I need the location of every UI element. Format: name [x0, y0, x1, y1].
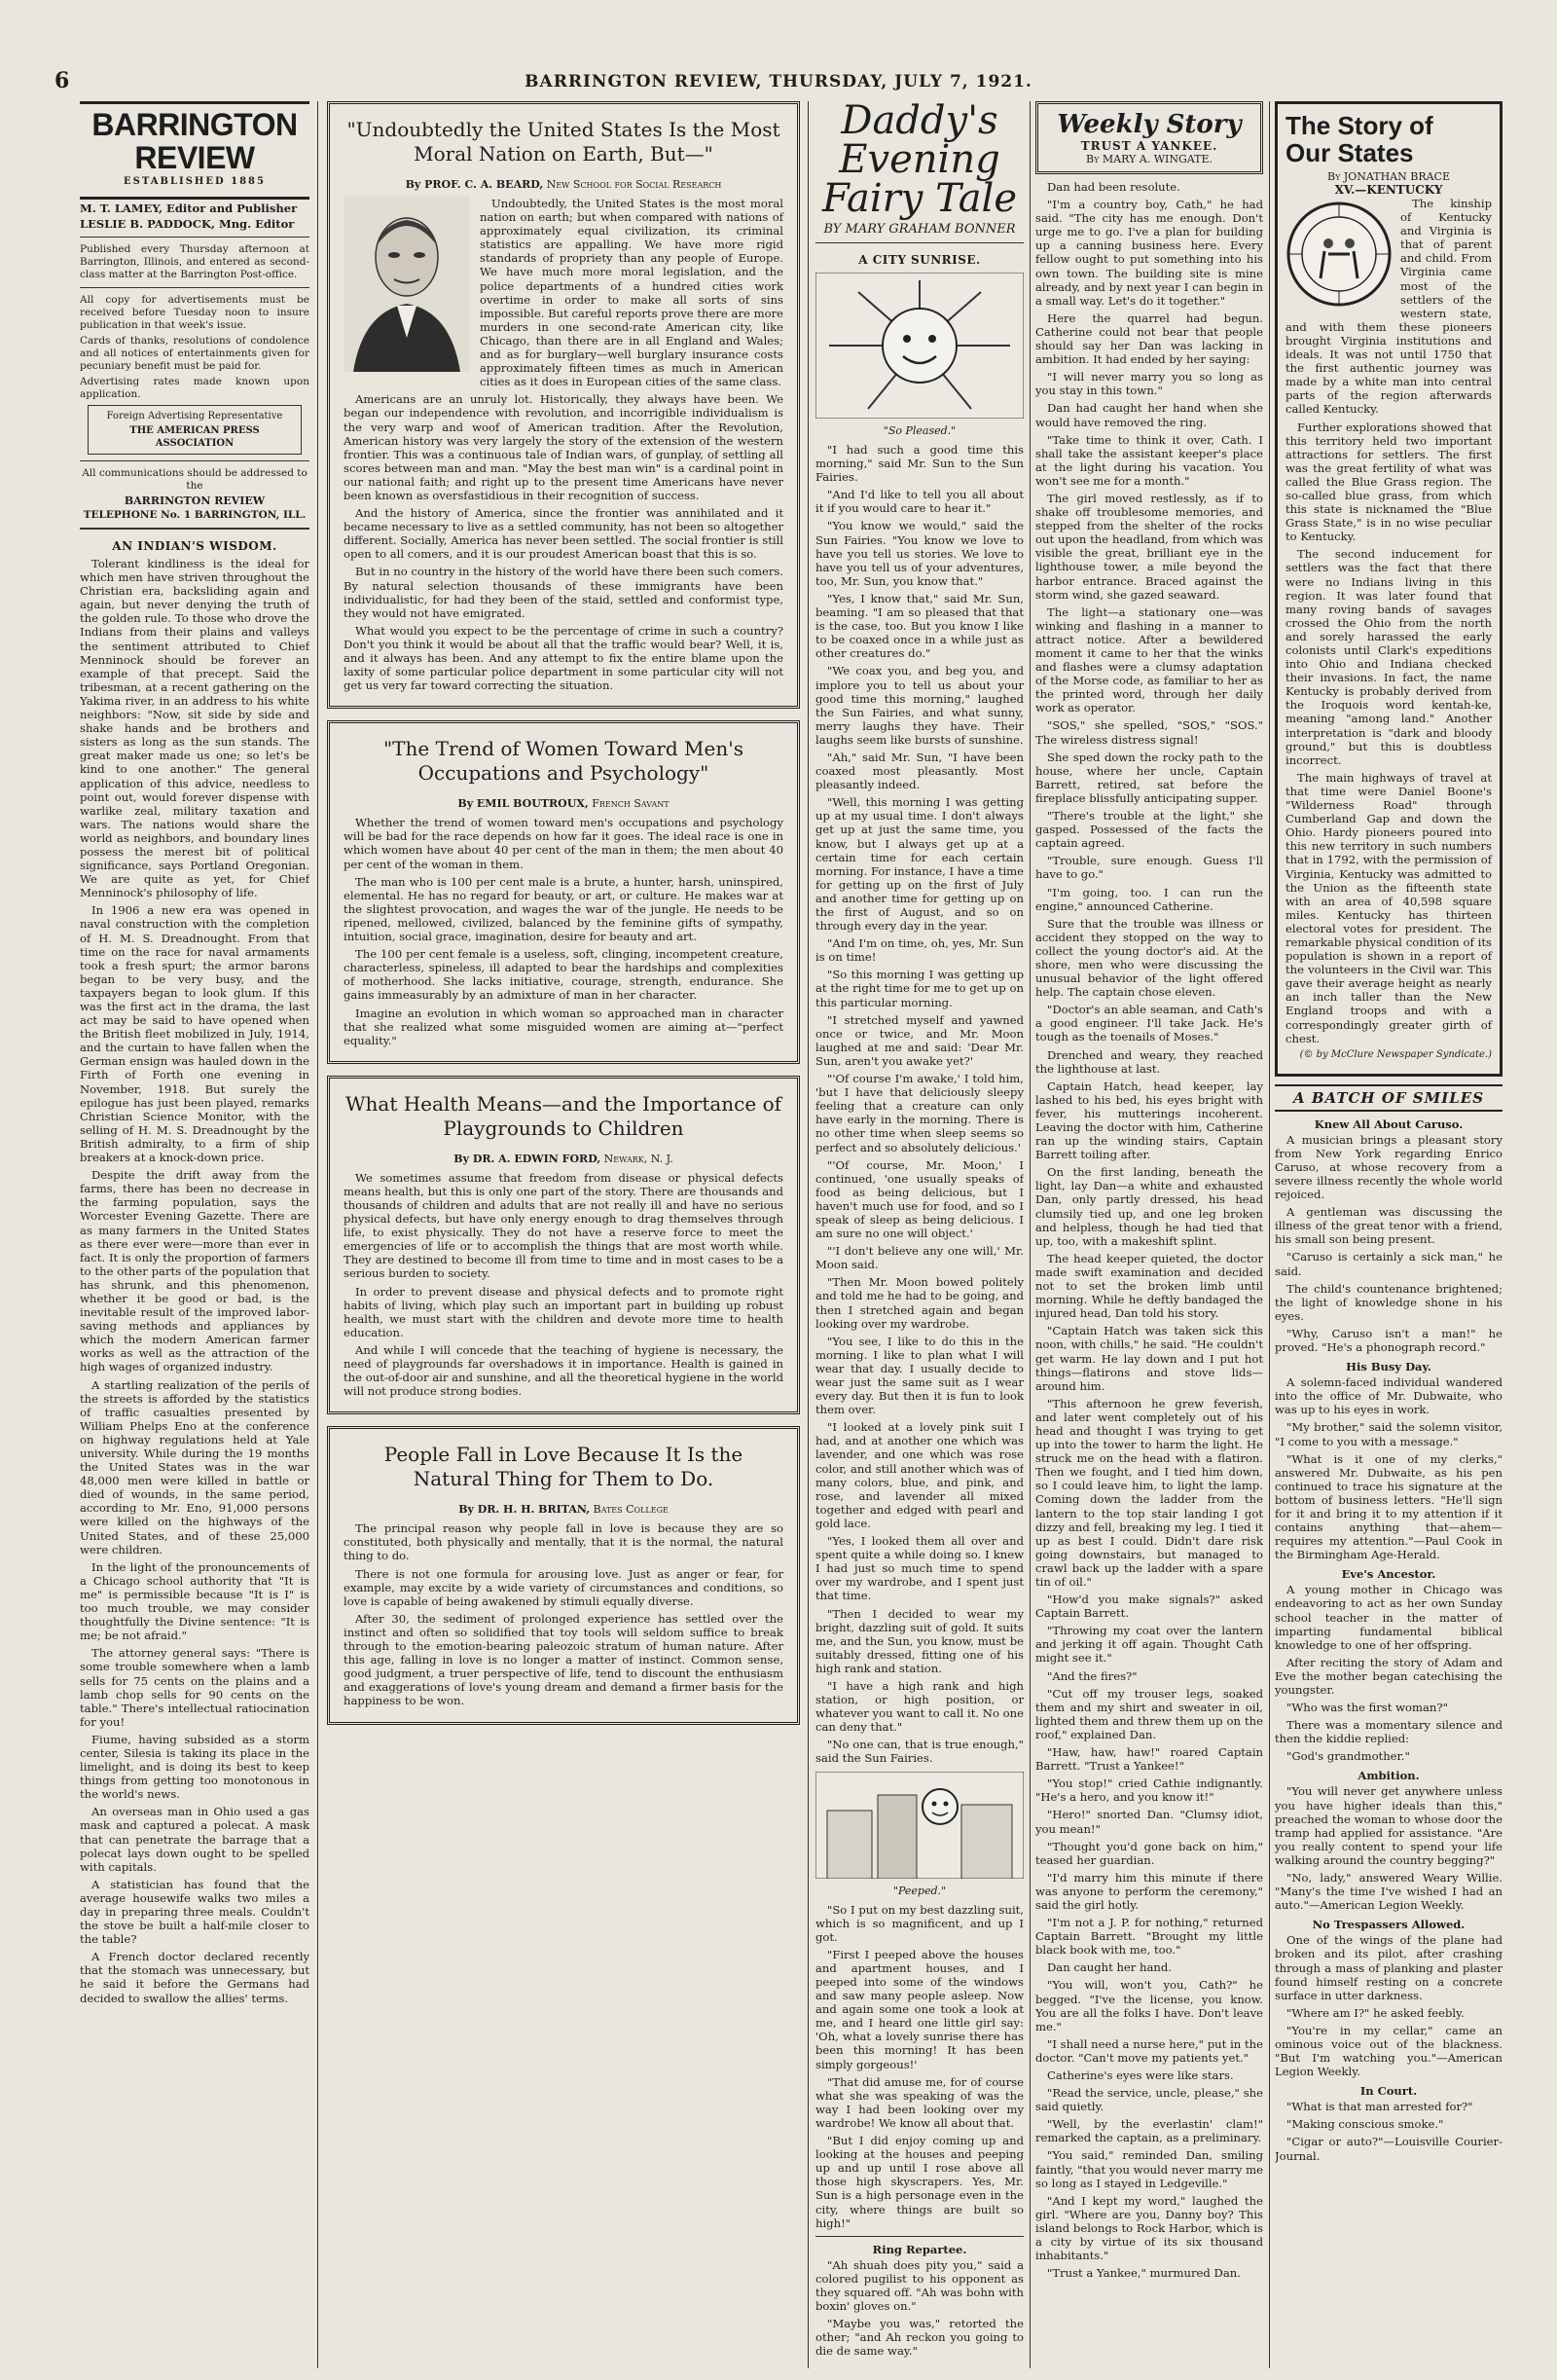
article-paragraph: There is not one formula for arousing love. Just as anger or fear, for example, may excite by a wide variety of circumstances and conditions, so love is capable of being awakened by stimuli equally diverse. — [344, 1566, 783, 1608]
fairy-paragraph: "Yes, I know that," said Mr. Sun, beaming. "I am so pleased that that is the case, too. But you know I like to be coaxed once in a while just as other creatures do." — [815, 591, 1024, 661]
rates-note: Advertising rates made known upon application. — [80, 376, 309, 400]
smile-paragraph: A gentleman was discussing the illness of the great tenor with a friend, his small son being present. — [1275, 1205, 1503, 1247]
fairy-paragraph: "'Of course, Mr. Moon,' I continued, 'one usually speaks of food as being delicious, but I haven't much use for food, and so I speak of sleep as being delicious. I am sure no one will object.' — [815, 1157, 1024, 1241]
smile-paragraph: "No, lady," answered Weary Willie. "Many's the time I've wished I had an auto."—American Legion Weekly. — [1275, 1871, 1503, 1913]
fairy-title-line3: Fairy Tale — [822, 176, 1017, 221]
smile-paragraph: "Who was the first woman?" — [1286, 1701, 1448, 1715]
fairy-paragraph: "And I'd like to tell you all about it if you would care to hear it." — [815, 488, 1024, 516]
fairy-paragraph: "You know we would," said the Sun Fairies. "You know we love to have you tell us stories. We love to have you tell us of your adventures, too, Mr. Sun, you know that." — [815, 519, 1024, 588]
article-paragraph: And the history of America, since the frontier was annihilated and it became necessary to live as a settled community, has not been so altogether different. Socially, America has never been settled. The social frontier is still open to all comers, and it is our proudest American boast that this is so. — [344, 506, 783, 562]
fairy-paragraph: "Then Mr. Moon bowed politely and told me he had to be going, and then I stretched again and began looking over my wardrobe. — [815, 1275, 1024, 1331]
portrait-illustration — [344, 197, 470, 372]
story-paragraph: "How'd you make signals?" asked Captain Barrett. — [1035, 1593, 1263, 1621]
story-paragraph: Drenched and weary, they reached the lighthouse at last. — [1035, 1047, 1263, 1076]
fairy-title-line1: Daddy's — [841, 101, 998, 143]
smile-paragraph: One of the wings of the plane had broken and its pilot, after crashing through a mass of planking and plaster found himself resting on a concrete surface in utter darkness. — [1275, 1933, 1503, 2002]
weekly-story-subtitle: TRUST A YANKEE. — [1080, 139, 1218, 153]
editorial-paragraph: Despite the drift away from the farms, there has been no decrease in the farming population, says the Worcester Evening Gazette. There are as many farmers in the United States as there ever were—more than ever in fact. It is only the proportion of farmers to the other parts of the population that has shrunk, and this phenomenon, whether it be good or bad, is the inevitable result of the improved labor-saving methods and appliances by which the modern American farmer works as well as the attraction of the high wages of organized industry. — [80, 1168, 309, 1374]
syndicate-credit: (© by McClure Newspaper Syndicate.) — [1299, 1048, 1492, 1060]
ring-paragraph: "Maybe you was," retorted the other; "and Ah reckon you going to die de same way." — [815, 2317, 1024, 2359]
story-paragraph: "You said," reminded Dan, smiling faintly, "that you would never marry me so long as I stayed in Ledgeville." — [1035, 2148, 1263, 2190]
fairy-tale-heading — [815, 101, 1024, 237]
smile-heading: Ambition. — [1358, 1769, 1420, 1783]
story-paragraph: "And the fires?" — [1047, 1668, 1138, 1683]
fairy-paragraph: "You see, I like to do this in the morning. I like to plan what I will wear that day. I usually decide to wear just the same suit as I wear every day. But then it is fun to look them over. — [815, 1334, 1024, 1417]
story-paragraph: Catherine's eyes were like stars. — [1047, 2069, 1234, 2082]
telephone-line: TELEPHONE No. 1 BARRINGTON, ILL. — [83, 509, 307, 521]
story-paragraph: "Doctor's an able seaman, and Cath's a good engineer. I'll take Jack. He's tough as the toenails of Moses." — [1035, 1003, 1263, 1044]
story-paragraph: "I'm a country boy, Cath," he had said. "The city has me enough. Don't urge me to go. I've a plan for building up a canning business here. Every fellow ought to put something into his own town. The building site is mine already, and by next year I can begin in a small way. Let's do it together." — [1035, 198, 1263, 308]
fairy-paragraph: "But I did enjoy coming up and looking at the houses and peeping up and up until I rose above all those high skyscrapers. Yes, Mr. Sun is a high personage even in the city, where things are built so high!" — [815, 2134, 1024, 2230]
story-paragraph: "You will, won't you, Cath?" he begged. "I've the license, you know. You are all the folks I have. Don't leave me." — [1035, 1978, 1263, 2033]
article-title: What Health Means—and the Importance of Playgrounds to Children — [344, 1091, 782, 1140]
smile-paragraph: "God's grandmother." — [1286, 1749, 1410, 1764]
editorial-paragraph: A startling realization of the perils of the streets is afforded by the statistics of traffic casualties presented by William Phelps Eno at the conference on highway regulations held at Yale university. While during the 19 months the United States was in the war 48,000 men were killed in battle or died of wounds, in the same period, according to Mr. Eno, 91,000 persons were killed on the highways of the United States, and of these 25,000 were children. — [80, 1377, 309, 1556]
story-paragraph: "And I kept my word," laughed the girl. "Where are you, Danny boy? This island belongs to Rock Harbor, which is a city by virtue of its six thousand inhabitants." — [1035, 2193, 1263, 2263]
story-paragraph: "I will never marry you so long as you stay in this town." — [1035, 370, 1263, 398]
story-paragraph: "I'm going, too. I can run the engine," announced Catherine. — [1035, 885, 1263, 913]
smiles-heading: A BATCH OF SMILES — [1275, 1084, 1503, 1112]
foreign-rep-box — [88, 405, 302, 455]
fairy-paragraph: "Well, this morning I was getting up at my usual time. I don't always get up at just the same time, you know, but I always get up at a certain time for each certain morning. For instance, I have a time for getting up on the first of July and another time for getting up on the first of August, and so on through every day in the year. — [815, 795, 1024, 934]
fairy-paragraph: "So this morning I was getting up at the right time for me to get up on this particular morning. — [815, 968, 1024, 1009]
article-byline: By DR. H. H. BRITAN, Bates College — [458, 1503, 669, 1517]
smile-heading: Knew All About Caruso. — [1314, 1117, 1464, 1131]
story-paragraph: "Read the service, uncle, please," she said quietly. — [1035, 2086, 1263, 2114]
states-byline: By JONATHAN BRACE — [1326, 170, 1450, 183]
fairy-paragraph: "First I peeped above the houses and apartment houses, and I peeped into some of the windows and saw many people asleep. Now and again some one took a look at me, and I heard one little girl say: 'Oh, what a lovely sunrise there has been this morning! It has been simply gorgeous!' — [815, 1947, 1024, 2071]
fairy-paragraph: "Yes, I looked them all over and spent quite a while doing so. I knew I had just so much time to spend over my wardrobe, and I spent just that time. — [815, 1534, 1024, 1603]
fairy-paragraph: "Ah," said Mr. Sun, "I have been coaxed most pleasantly. Most pleasantly indeed. — [815, 750, 1024, 792]
story-of-states-box — [1275, 101, 1503, 1077]
article-paragraph: And while I will concede that the teaching of hygiene is necessary, the need of playgrounds far overshadows it in importance. Health is gained in the out-of-door air and sunshine, and all the theoretical hygiene in the world will not produce strong bodies. — [344, 1342, 783, 1399]
fairy-paragraph: "I looked at a lovely pink suit I had, and at another one which was lavender, and one which was rose color, and still another which was of many colors, blue, and pink, and rose, and lavender all mixed together and edged with pearl and gold lace. — [815, 1420, 1024, 1530]
story-paragraph: "I'm not a J. P. for nothing," returned Captain Barrett. "Brought my little black book with me, too." — [1035, 1916, 1263, 1958]
weekly-story-header — [1035, 101, 1263, 174]
article-byline: By DR. A. EDWIN FORD, Newark, N. J. — [453, 1152, 673, 1165]
smile-paragraph: The child's countenance brightened; the light of knowledge shone in his eyes. — [1275, 1281, 1503, 1323]
kentucky-seal-icon — [1285, 201, 1393, 308]
smile-paragraph: A musician brings a pleasant story from New York regarding Enrico Caruso, at whose recovery from a severe illness recently the whole world rejoiced. — [1275, 1132, 1503, 1202]
states-title-line2: Our States — [1285, 138, 1414, 167]
running-title: BARRINGTON REVIEW, THURSDAY, JULY 7, 1921. — [525, 72, 1032, 92]
fairy-paragraph: "I have a high rank and high station, or high position, or whatever you want to call it. No one can deny that." — [815, 1678, 1024, 1735]
fairy-paragraph: "'I don't believe any one will,' Mr. Moon said. — [815, 1244, 1024, 1272]
article-title: "Undoubtedly the United States Is the Most Moral Nation on Earth, But—" — [346, 118, 780, 165]
article-health-playgrounds — [327, 1076, 800, 1415]
fairy-title-line2: Evening — [839, 137, 1000, 182]
story-paragraph: "Trust a Yankee," murmured Dan. — [1047, 2266, 1241, 2281]
story-paragraph: Captain Hatch, head keeper, lay lashed to his bed, his eyes bright with fever, his mutterings incoherent. Leaving the doctor with him, Catherine ran up the winding stairs, Captain Barrett toiling after. — [1035, 1079, 1263, 1162]
story-paragraph: "Hero!" snorted Dan. "Clumsy idiot, you mean!" — [1035, 1808, 1263, 1836]
editorial-paragraph: An overseas man in Ohio used a gas mask and captured a polecat. A mask that can penetrate the barrage that a polecat lays down ought to be spelled with capitals. — [80, 1805, 309, 1874]
story-paragraph: The head keeper quieted, the doctor made swift examination and decided not to set the broken limb until morning. While he deftly bandaged the injured head, Dan told his story. — [1035, 1251, 1263, 1321]
smile-paragraph: "My brother," said the solemn visitor, "I come to you with a message." — [1275, 1420, 1503, 1448]
fairy-paragraph: "'Of course I'm awake,' I told him, 'but I have that deliciously sleepy feeling that a creature can only have early in the morning. There is no other time when sleep seems so perfect and so absolutely delicious.' — [815, 1072, 1024, 1154]
article-paragraph: Imagine an evolution in which woman so approached man in character that she realized what some misguided women are aiming at—"perfect equality." — [344, 1006, 783, 1047]
ring-paragraph: "Ah shuah does pity you," said a colored pugilist to his opponent as they squared off. "Ah was bohn with boxin' gloves on." — [815, 2257, 1024, 2313]
fairy-paragraph: "That did amuse me, for of course what she was speaking of was the way I had been looking over my wardrobe! We know all about that. — [815, 2074, 1024, 2130]
story-paragraph: Dan caught her hand. — [1047, 1960, 1172, 1975]
story-paragraph: "I'd marry him this minute if there was anyone to perform the ceremony," said the girl hotly. — [1035, 1870, 1263, 1912]
story-paragraph: "I shall need a nurse here," put in the doctor. "Can't move my patients yet." — [1035, 2036, 1263, 2065]
smile-paragraph: "Making conscious smoke." — [1286, 2117, 1444, 2132]
peeping-sun-illustration — [815, 1772, 1024, 1879]
article-paragraph: The 100 per cent female is a useless, soft, clinging, incompetent creature, characterless, spineless, ill adapted to bear the hardships and complexities of motherhood. She lacks initiative, courage, strength, endurance. She gains immeasurably by an admixture of man in her character. — [344, 947, 783, 1003]
communications-note: All communications should be addressed to the — [82, 467, 308, 492]
story-paragraph: "Trouble, sure enough. Guess I'll have to go." — [1035, 854, 1263, 882]
story-paragraph: "You stop!" cried Cathie indignantly. "He's a hero, and you know it!" — [1035, 1776, 1263, 1805]
article-moral-nation — [327, 101, 800, 709]
smile-paragraph: "Where am I?" he asked feebly. — [1286, 2005, 1465, 2020]
article-trend-of-women — [327, 720, 800, 1064]
smile-paragraph: "Cigar or auto?"—Louisville Courier-Journal. — [1275, 2135, 1503, 2163]
illustration-caption: "So Pleased." — [883, 424, 957, 437]
fairy-paragraph: "So I put on my best dazzling suit, which is so magnificent, and up I got. — [815, 1902, 1024, 1944]
manager-line: LESLIE B. PADDOCK, Mng. Editor — [80, 217, 295, 231]
published-note: Published every Thursday afternoon at Barrington, Illinois, and entered as second-class matter at the Barrington Post-office. — [80, 243, 309, 280]
fairy-paragraph: "I had such a good time this morning," said Mr. Sun to the Sun Fairies. — [815, 443, 1024, 485]
article-paragraph: Undoubtedly, the United States is the most moral nation on earth; but when compared with nations of approximately equal civilization, its criminal statistics are appalling. We have more rigid standards of propriety than any people of Europe. We have much more moral legislation, and the police departments of a hundred cities work overtime in order to make all sorts of sins impossible. But careful reports prove there are more murders in one second-rate American city, like Chicago, than there are in all England and Wales; and as for burglary—well burglary insurance costs approximately fifteen times as much in American cities as it does in European cities of the same class. — [480, 197, 783, 389]
article-paragraph: The man who is 100 per cent male is a brute, a hunter, harsh, uninspired, elemental. He has no regard for beauty, or art, or culture. He makes war at the slightest provocation, and wages the war of the jungle. He needs to be ripened, mellowed, civilized, balanced by the feminine gifts of sympathy, intuition, social grace, imagination, desire for beauty and art. — [344, 874, 783, 944]
fairy-paragraph: "No one can, that is true enough," said the Sun Fairies. — [815, 1738, 1024, 1766]
column-fairy-tale — [815, 101, 1024, 2368]
article-byline: By EMIL BOUTROUX, French Savant — [457, 797, 670, 811]
copy-note: All copy for advertisements must be received before Tuesday noon to insure publication in that week's issue. — [80, 294, 309, 331]
story-paragraph: Sure that the trouble was illness or accident they stopped on the way to collect the young doctor's aid. At the shore, men who were discussing the unusual behavior of the light offered help. The captain chose eleven. — [1035, 916, 1263, 1000]
running-header — [0, 0, 1557, 93]
article-byline: By PROF. C. A. BEARD, New School for Social Research — [405, 178, 722, 191]
story-paragraph: "Haw, haw, haw!" roared Captain Barrett. "Trust a Yankee!" — [1035, 1745, 1263, 1774]
illustration-caption: "Peeped." — [892, 1884, 947, 1897]
story-paragraph: She sped down the rocky path to the house, where her uncle, Captain Barrett, retired, sat before the fireplace blissfully anticipating supper. — [1035, 750, 1263, 805]
fairy-byline: BY MARY GRAHAM BONNER — [823, 222, 1016, 237]
editorial-paragraph: A statistician has found that the average housewife walks two miles a day in preparing three meals. Couldn't the stove be built a half-mile closer to the table? — [80, 1877, 309, 1947]
story-paragraph: "Captain Hatch was taken sick this noon, with chills," he said. "He couldn't get warm. He lay down and I put hot things—flatirons and stove lids—around him. — [1035, 1324, 1263, 1393]
story-paragraph: "This afternoon he grew feverish, and later went completely out of his head and thought I was trying to get up into the tower to harm the light. He struck me on the head with a flatiron. Then we fought, and I tied him down, so I could leave him, to light the lamp. Coming down the ladder from the lantern to the top stair landing I got dizzy and fell, breaking my leg. I tied it up as best I could. Didn't dare risk going downstairs, but managed to crawl back up the ladder with a spare tin of oil." — [1035, 1396, 1263, 1589]
editorial-heading: AN INDIAN'S WISDOM. — [112, 539, 277, 553]
smile-heading: His Busy Day. — [1346, 1360, 1431, 1374]
smile-paragraph: A young mother in Chicago was endeavoring to act as her own Sunday school teacher in the matter of imparting fundamental biblical knowledge to one of her offspring. — [1275, 1583, 1503, 1652]
fairy-paragraph: "I stretched myself and yawned once or twice, and Mr. Moon laughed at me and said: 'Dear Mr. Sun, aren't you awake yet?' — [815, 1012, 1024, 1068]
press-association: THE AMERICAN PRESS ASSOCIATION — [129, 425, 260, 449]
editorial-paragraph: Fiume, having subsided as a storm center, Silesia is taking its place in the limelight, and is doing its best to keep things from getting too monotonous in the world's news. — [80, 1732, 309, 1802]
smile-paragraph: There was a momentary silence and then the kiddie replied: — [1275, 1718, 1503, 1746]
states-paragraph: The second inducement for settlers was the fact that there were no Indians living in this region. It was later found that many roving bands of savages crossed the Ohio from the north and sorely harassed the early colonists until Clark's expeditions into Ohio and Indiana checked their invasions. In fact, the name Kentucky is probably derived from the Iroquois word kentah-ke, meaning "among land." Another interpretation is "dark and bloody ground," but this is doubtless incorrect. — [1285, 547, 1492, 767]
story-paragraph: Dan had been resolute. — [1047, 180, 1180, 194]
story-paragraph: The girl moved restlessly, as if to shake off troublesome memories, and stepped from the shelter of the rocks out upon the headland, from which was visible the great, brilliant eye in the lighthouse tower, a mile beyond the harbor entrance. Braced against the storm wind, she gazed seaward. — [1035, 491, 1263, 602]
smile-paragraph: "What is it one of my clerks," answered Mr. Dubwaite, as his pen continued to trace his signature at the bottom of business letters. "He'll sign for it and bring it to my attention if it contains anything that—ahem—requires my attention."—Paul Cook in the Birmingham Age-Herald. — [1275, 1451, 1503, 1562]
article-paragraph: We sometimes assume that freedom from disease or physical defects means health, but this is only one part of the story. There are thousands and thousands of children and adults that are not really ill and have no serious physical defects, but have only energy enough to drag themselves through life, to exist physically. They do not have a reserve force to meet the emergencies of life or to accomplish the things that are most worth while. They are destined to become ill from time to time and in most cases to be a serious burden to society. — [344, 1170, 783, 1281]
story-paragraph: On the first landing, beneath the light, lay Dan—a white and exhausted Dan, only partly dressed, his head clumsily tied up, and one leg broken and helpless, though he had tied that up, too, with a makeshift splint. — [1035, 1165, 1263, 1248]
editorial-paragraph: The attorney general says: "There is some trouble somewhere when a lamb sells for 75 cents on the plains and a lamb chop sells for 90 cents on the table." There's intellectual ratiocination for you! — [80, 1646, 309, 1729]
story-paragraph: Dan had caught her hand when she would have removed the ring. — [1035, 401, 1263, 429]
article-paragraph: In order to prevent disease and physical defects and to promote right habits of living, which play such an important part in building up robust health, we must start with the children and devote more time to health education. — [344, 1284, 783, 1339]
article-paragraph: Whether the trend of women toward men's occupations and psychology will be bad for the race depends on how far it goes. The ideal race is one in which women have about 40 per cent of the man in them; the men about 40 per cent of the woman in them. — [344, 816, 783, 871]
article-paragraph: Americans are an unruly lot. Historically, they always have been. We began our independence with revolution, and incorrigible individualism is the very warp and woof of American tradition. After the Revolution, American history was very largely the story of the extension of the western frontier. This was a continuous tale of Indian wars, of gunplay, of settling all scores between man and man. "May the best man win" is a cardinal point in our national faith; and right up to the present time Americans have never been known as oversfastidious in their recognition of success. — [344, 392, 783, 502]
story-paragraph: Here the quarrel had begun. Catherine could not bear that people should say her Dan was lacking in ambition. It had ended by her saying: — [1035, 311, 1263, 367]
page-number: 6 — [54, 68, 70, 93]
column-states-smiles — [1275, 101, 1503, 2368]
smile-paragraph: "Caruso is certainly a sick man," he said. — [1275, 1250, 1503, 1278]
story-paragraph: "There's trouble at the light," she gasped. Possessed of the facts the captain agreed. — [1035, 809, 1263, 851]
weekly-story-byline: By MARY A. WINGATE. — [1086, 153, 1213, 165]
article-paragraph: What would you expect to be the percentage of crime in such a country? Don't you think it would be about all that the traffic would bear? Well, it is, and it always has been. And any attempt to fix the entire blame upon the laxity of some particular police department in some particular city will not get us very far toward correcting the situation. — [344, 623, 783, 693]
masthead-box — [80, 101, 309, 200]
article-title: "The Trend of Women Toward Men's Occupations and Psychology" — [382, 737, 744, 786]
fairy-paragraph: "We coax you, and beg you, and implore you to tell us about your good time this morning," laughed the Sun Fairies, and what sunny, merry laughs they have. Their laughs seem like bursts of sunshine. — [815, 664, 1024, 747]
article-title: People Fall in Love Because It Is the Natural Thing for Them to Do. — [383, 1443, 743, 1491]
story-paragraph: "SOS," she spelled, "SOS," "SOS." The wireless distress signal! — [1035, 718, 1263, 747]
weekly-story-title: Weekly Story — [1057, 110, 1242, 139]
sun-face-illustration — [815, 273, 1024, 419]
ring-repartee-heading: Ring Repartee. — [872, 2242, 967, 2256]
article-paragraph: After 30, the sediment of prolonged experience has settled over the instinct and often so solidified that toy tools will seldom suffice to break through to the emotion-bearing paleozoic stratum of human nature. After this age, falling in love is no longer a matter of instinct. Common sense, good judgment, a truer perspective of life, tend to discount the enthusiasm and exaggerations of love's young dream and demand a firmer basis for the happiness to be won. — [344, 1611, 783, 1708]
smile-heading: In Court. — [1359, 2084, 1418, 2099]
article-fall-in-love — [327, 1426, 800, 1724]
fairy-paragraph: "Then I decided to wear my bright, dazzling suit of gold. It suits me, and the Sun, you know, must be suitably dressed, fitting one of his high rank and station. — [815, 1606, 1024, 1675]
smile-paragraph: "What is that man arrested for?" — [1286, 2100, 1473, 2114]
masthead-established: ESTABLISHED 1885 — [124, 176, 266, 187]
communications-name: BARRINGTON REVIEW — [124, 494, 266, 507]
story-paragraph: "Take time to think it over, Cath. I shall take the assistant keeper's place at the light during his vacation. You won't see me for a month." — [1035, 432, 1263, 488]
foreign-rep-label: Foreign Advertising Representative — [106, 411, 283, 421]
states-paragraph: The main highways of travel at that time were Daniel Boone's "Wilderness Road" through Cumberland Gap and down the Ohio. Hardy pioneers poured into this new territory in such numbers that in 1792, with the permission of Virginia, Kentucky was admitted to the Union as the fifteenth state with an area of 40,598 square miles. Kentucky has thirteen electoral votes for president. The remarkable physical condition of its population is shown in a report of the volunteers in the Civil war. This gave their average height as nearly an inch taller than the New England troops and with a correspondingly greater girth of chest. — [1285, 770, 1492, 1045]
states-paragraph: Further explorations showed that this territory held two important attractions for settlers. The first was the great fertility of what was called the Blue Grass region. The so-called blue grass, from which this state is nicknamed the "Blue Grass State," is in no wise peculiar to Kentucky. — [1285, 420, 1492, 544]
story-paragraph: "Cut off my trouser legs, soaked them and my shirt and sweater in oil, lighted them and threw them up on the roof," explained Dan. — [1035, 1686, 1263, 1741]
story-paragraph: The light—a stationary one—was winking and flashing in a manner to attract notice. After a bewildered moment it came to her that the winks and flashes were a clumsy adaptation of the Morse code, as familiar to her as the printed word, through her daily work as operator. — [1035, 604, 1263, 715]
states-subtitle: XV.—KENTUCKY — [1334, 183, 1443, 197]
editorial-paragraph: In the light of the pronouncements of a Chicago school authority that "It is me" is permissible because "It is I" is too much trouble, we may consider thoughtfully the Divine sentence: "It is me; be not afraid." — [80, 1559, 309, 1643]
fairy-paragraph: "And I'm on time, oh, yes, Mr. Sun is on time! — [815, 936, 1024, 965]
column-articles — [327, 101, 800, 2368]
editorial-paragraph: In 1906 a new era was opened in naval construction with the completion of H. M. S. Dreadnought. From that time on the race for naval armaments took a fresh spurt; the armor barons began to be very busy, and the taxpayers began to look glum. If this was the first act in the drama, the last act may be said to have opened when the British fleet mobilized in July, 1914, and the curtain to have fallen when the German ensign was hauled down in the Firth of Forth one evening in November, 1918. But surely the epilogue has just been played, remarks Christian Science Monitor, with the selling of H. M. S. Dreadnought by the British admiralty, to a firm of ship breakers at a knock-down price. — [80, 903, 309, 1165]
states-title-line1: The Story of — [1285, 111, 1433, 140]
masthead-title: BARRINGTON REVIEW — [91, 107, 298, 175]
story-paragraph: "Throwing my coat over the lantern and jerking it off again. Thought Cath might see it." — [1035, 1624, 1263, 1666]
article-paragraph: But in no country in the history of the world have there been such comers. By natural selection thousands of these immigrants have been individualistic, for had they been of the staid, settled and conformist type, they would not have emigrated. — [344, 565, 783, 620]
smile-paragraph: "Why, Caruso isn't a man!" he proved. "He's a phonograph record." — [1275, 1326, 1503, 1355]
smile-paragraph: A solemn-faced individual wandered into the office of Mr. Dubwaite, who was up to his eyes in work. — [1275, 1375, 1503, 1417]
editor-line: M. T. LAMEY, Editor and Publisher — [80, 201, 298, 215]
smile-heading: No Trespassers Allowed. — [1312, 1918, 1466, 1932]
story-paragraph: "Thought you'd gone back on him," teased her guardian. — [1035, 1839, 1263, 1867]
states-paragraph: The kinship of Kentucky and Virginia is that of parent and child. From Virginia came most of the settlers of the western state, and with them these pioneers brought Virginia institutions and ideals. It was not until 1750 that the first authentic journey was made by a white man into central parts of the region afterwards called Kentucky. — [1285, 197, 1492, 417]
smile-paragraph: "You will never get anywhere unless you have higher ideals than this," preached the woman to whose door the tramp had applied for assistance. "Are you really content to spend your life walking around the country begging?" — [1275, 1784, 1503, 1867]
cards-note: Cards of thanks, resolutions of condolence and all notices of entertainments given for pecuniary benefit must be paid for. — [80, 335, 309, 372]
smile-heading: Eve's Ancestor. — [1341, 1567, 1436, 1582]
column-weekly-story — [1035, 101, 1263, 2368]
story-paragraph: "Well, by the everlastin' clam!" remarked the captain, as a preliminary. — [1035, 2117, 1263, 2145]
smile-paragraph: After reciting the story of Adam and Eve the mother began catechising the youngster. — [1275, 1655, 1503, 1697]
article-paragraph: The principal reason why people fall in love is because they are so constituted, both physically and mentally, that it is the normal, the natural thing to do. — [344, 1521, 783, 1563]
column-editorial — [80, 101, 309, 2368]
editorial-paragraph: Tolerant kindliness is the ideal for which men have striven throughout the Christian era, backsliding again and again, but never denying the truth of the golden rule. To those who drove the Indians from their plains and valleys the sentiment attributed to Chief Menninock should be forever an example of that precept. Said the tribesman, at a recent gathering on the Yakima river, in an address to his white neighbors: "Now, sit side by side and shake hands and be brothers and sisters as long as the sun stands. The great maker made us one; so let's be kind to one another." The general application of this advice, needless to point out, would forever dispense with warlike zeal, military taxation and wars. The nations would share the world as neighbors, and boundary lines possess the merest bit of political significance, says Portland Oregonian. We are quite as yet, for Chief Menninock's philosophy of life. — [80, 557, 309, 900]
smile-paragraph: "You're in my cellar," came an ominous voice out of the blackness. "But I'm watching you."—American Legion Weekly. — [1275, 2023, 1503, 2079]
editorial-paragraph: A French doctor declared recently that the stomach was unnecessary, but he said it before the Germans had decided to swallow the allies' terms. — [80, 1950, 309, 2005]
fairy-story-title: A CITY SUNRISE. — [858, 253, 981, 267]
